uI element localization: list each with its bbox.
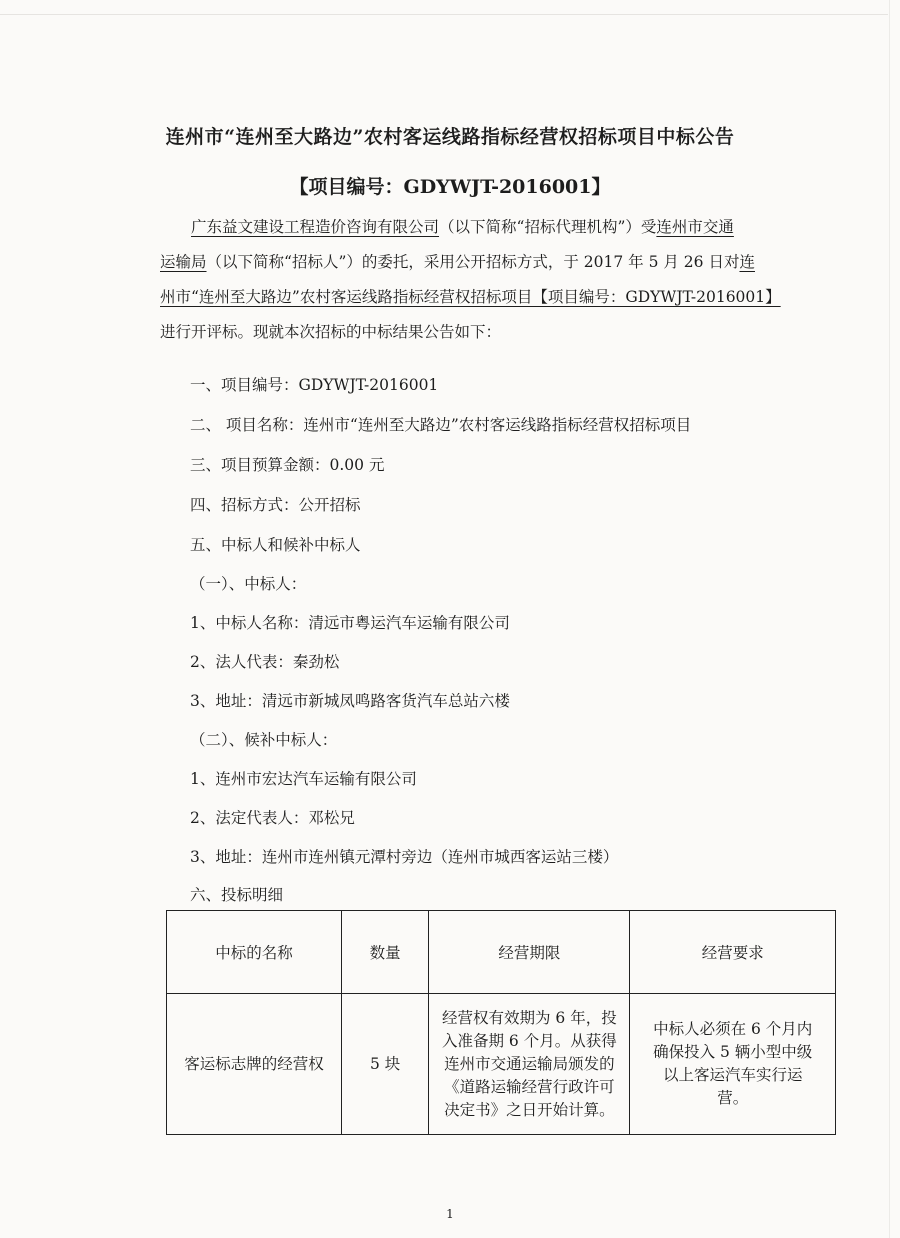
item-bid-details: 六、投标明细 — [190, 886, 284, 904]
table-header-requirement: 经营要求 — [630, 911, 836, 994]
page-number: 1 — [446, 1207, 454, 1221]
table-header-row — [167, 911, 836, 994]
cell-quantity: 5 块 — [342, 994, 429, 1135]
intro-paragraph — [160, 210, 840, 350]
alternate-legal-rep: 2、法定代表人：邓松兄 — [190, 809, 355, 827]
alternate-address: 3、地址：连州市连州镇元潭村旁边（连州市城西客运站三楼） — [190, 848, 619, 866]
item-project-code: 一、项目编号：GDYWJT-2016001 — [190, 376, 439, 394]
alternate-name: 1、连州市宏达汽车运输有限公司 — [190, 770, 417, 788]
table-header-name: 中标的名称 — [167, 911, 342, 994]
winner-legal-rep: 2、法人代表：秦劲松 — [190, 653, 340, 671]
alternate-heading: （二）、候补中标人： — [190, 731, 338, 749]
cell-requirement-text: 中标人必须在 6 个月内确保投入 5 辆小型中级以上客运汽车实行运营。 — [653, 1020, 813, 1107]
intro-part1: （以下简称“招标代理机构”）受 — [439, 218, 657, 236]
item-method: 四、招标方式：公开招标 — [190, 496, 361, 514]
item-budget: 三、项目预算金额：0.00 元 — [190, 456, 385, 474]
cell-period-text: 经营权有效期为 6 年，投入准备期 6 个月。从获得连州市交通运输局颁发的《道路运输经营行政许可决定书》之日开始计算。 — [441, 1008, 617, 1119]
project-line2: 州市“连州至大路边”农村客运线路指标经营权招标项目【项目编号：GDYWJT-2016001】 — [160, 288, 781, 306]
item-project-name: 二、 项目名称：连州市“连州至大路边”农村客运线路指标经营权招标项目 — [190, 416, 692, 434]
cell-period — [429, 994, 630, 1135]
winner-name: 1、中标人名称：清远市粤运汽车运输有限公司 — [190, 614, 510, 632]
entrust-line2: 运输局 — [160, 253, 207, 271]
table-row — [167, 994, 836, 1135]
project-code-title: 【项目编号：GDYWJT-2016001】 — [289, 176, 611, 198]
intro-part3: 进行开评标。现就本次招标的中标结果公告如下： — [160, 323, 502, 341]
cell-requirement — [630, 994, 836, 1135]
agent-name: 广东益文建设工程造价咨询有限公司 — [191, 218, 440, 236]
entrust-line1: 连州市交通 — [656, 218, 734, 236]
scan-border-line — [0, 14, 888, 15]
table-header-period: 经营期限 — [429, 911, 630, 994]
project-line1: 连 — [739, 253, 755, 271]
document-title: 连州市“连州至大路边”农村客运线路指标经营权招标项目中标公告 — [165, 126, 735, 148]
item-winners-heading: 五、中标人和候补中标人 — [190, 536, 361, 554]
bid-details-table — [166, 910, 836, 1135]
table-header-quantity: 数量 — [342, 911, 429, 994]
cell-name: 客运标志牌的经营权 — [167, 994, 342, 1135]
winner-address: 3、地址：清远市新城凤鸣路客货汽车总站六楼 — [190, 692, 510, 710]
winner-heading: （一）、中标人： — [190, 575, 307, 593]
intro-part2: （以下简称“招标人”）的委托，采用公开招标方式，于 2017 年 5 月 26 日对 — [206, 253, 740, 271]
